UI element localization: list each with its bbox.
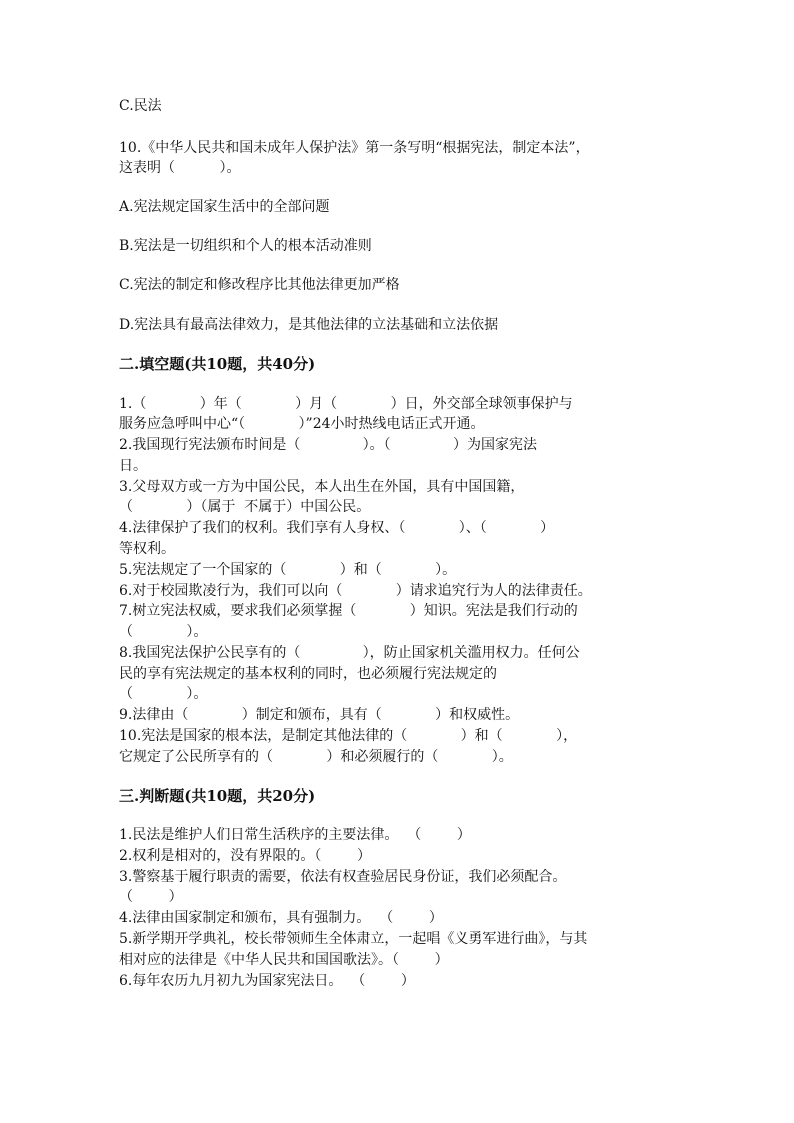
q10-stem-line-2: 这表明（ ）。 — [119, 160, 241, 176]
fill-line-11: 7.树立宪法权威，要求我们必须掌握（ ）知识。宪法是我们行动的 — [119, 603, 578, 619]
fill-line-10: 6.对于校园欺凌行为，我们可以向（ ）请求追究行为人的法律责任。 — [119, 583, 592, 599]
q10-option-a: A.宪法规定国家生活中的全部问题 — [119, 199, 330, 215]
fill-line-15: （ ）。 — [119, 686, 208, 702]
fill-line-13: 8.我国宪法保护公民享有的（ ），防止国家机关滥用权力。任何公 — [119, 645, 580, 661]
fill-line-3: 2.我国现行宪法颁布时间是（ ）。（ ）为国家宪法 — [119, 437, 537, 453]
fill-line-5: 3.父母双方或一方为中国公民，本人出生在外国，具有中国国籍， — [119, 479, 525, 495]
q9-option-c: C.民法 — [119, 98, 162, 114]
q10-stem-line-1: 10.《中华人民共和国未成年人保护法》第一条写明“根据宪法，制定本法”， — [119, 140, 590, 156]
judge-line-3: 3.警察基于履行职责的需要，依法有权查验居民身份证，我们必须配合。 — [119, 869, 567, 885]
fill-line-6: （ ）（属于 不属于）中国公民。 — [119, 499, 371, 515]
fill-line-17: 10.宪法是国家的根本法，是制定其他法律的（ ）和（ ）， — [119, 728, 578, 744]
fill-line-1: 1.（ ）年（ ）月（ ）日，外交部全球领事保护与 — [119, 396, 573, 412]
q10-option-d: D.宪法具有最高法律效力，是其他法律的立法基础和立法依据 — [119, 317, 499, 333]
judge-line-7: 相对应的法律是《中华人民共和国国歌法》。（ ） — [119, 952, 449, 968]
fill-line-16: 9.法律由（ ）制定和颁布，具有（ ）和权威性。 — [119, 707, 520, 723]
judge-section-heading: 三.判断题(共10题，共20分) — [119, 787, 316, 805]
q10-option-c: C.宪法的制定和修改程序比其他法律更加严格 — [119, 277, 400, 293]
fill-line-18: 它规定了公民所享有的（ ）和必须履行的（ ）。 — [119, 749, 513, 765]
fill-line-9: 5.宪法规定了一个国家的（ ）和（ ）。 — [119, 562, 457, 578]
judge-line-6: 5.新学期开学典礼，校长带领师生全体肃立，一起唱《义勇军进行曲》，与其 — [119, 931, 588, 947]
fill-line-2: 服务应急呼叫中心“（ ）”24小时热线电话正式开通。 — [119, 416, 485, 432]
judge-line-2: 2.权利是相对的，没有界限的。（ ） — [119, 848, 371, 864]
judge-line-5: 4.法律由国家制定和颁布，具有强制力。 （ ） — [119, 910, 443, 926]
judge-line-4: （ ） — [119, 889, 183, 905]
fill-line-12: （ ）。 — [119, 624, 208, 640]
fill-line-7: 4.法律保护了我们的权利。我们享有人身权、（ ）、（ ） — [119, 520, 555, 536]
fill-line-4: 日。 — [119, 458, 147, 474]
fill-section-heading: 二.填空题(共10题，共40分) — [119, 355, 316, 373]
fill-line-14: 民的享有宪法规定的基本权利的同时，也必须履行宪法规定的 — [119, 666, 497, 682]
judge-line-8: 6.每年农历九月初九为国家宪法日。 （ ） — [119, 973, 415, 989]
fill-line-8: 等权利。 — [119, 541, 175, 557]
judge-line-1: 1.民法是维护人们日常生活秩序的主要法律。 （ ） — [119, 827, 471, 843]
q10-option-b: B.宪法是一切组织和个人的根本活动准则 — [119, 238, 372, 254]
